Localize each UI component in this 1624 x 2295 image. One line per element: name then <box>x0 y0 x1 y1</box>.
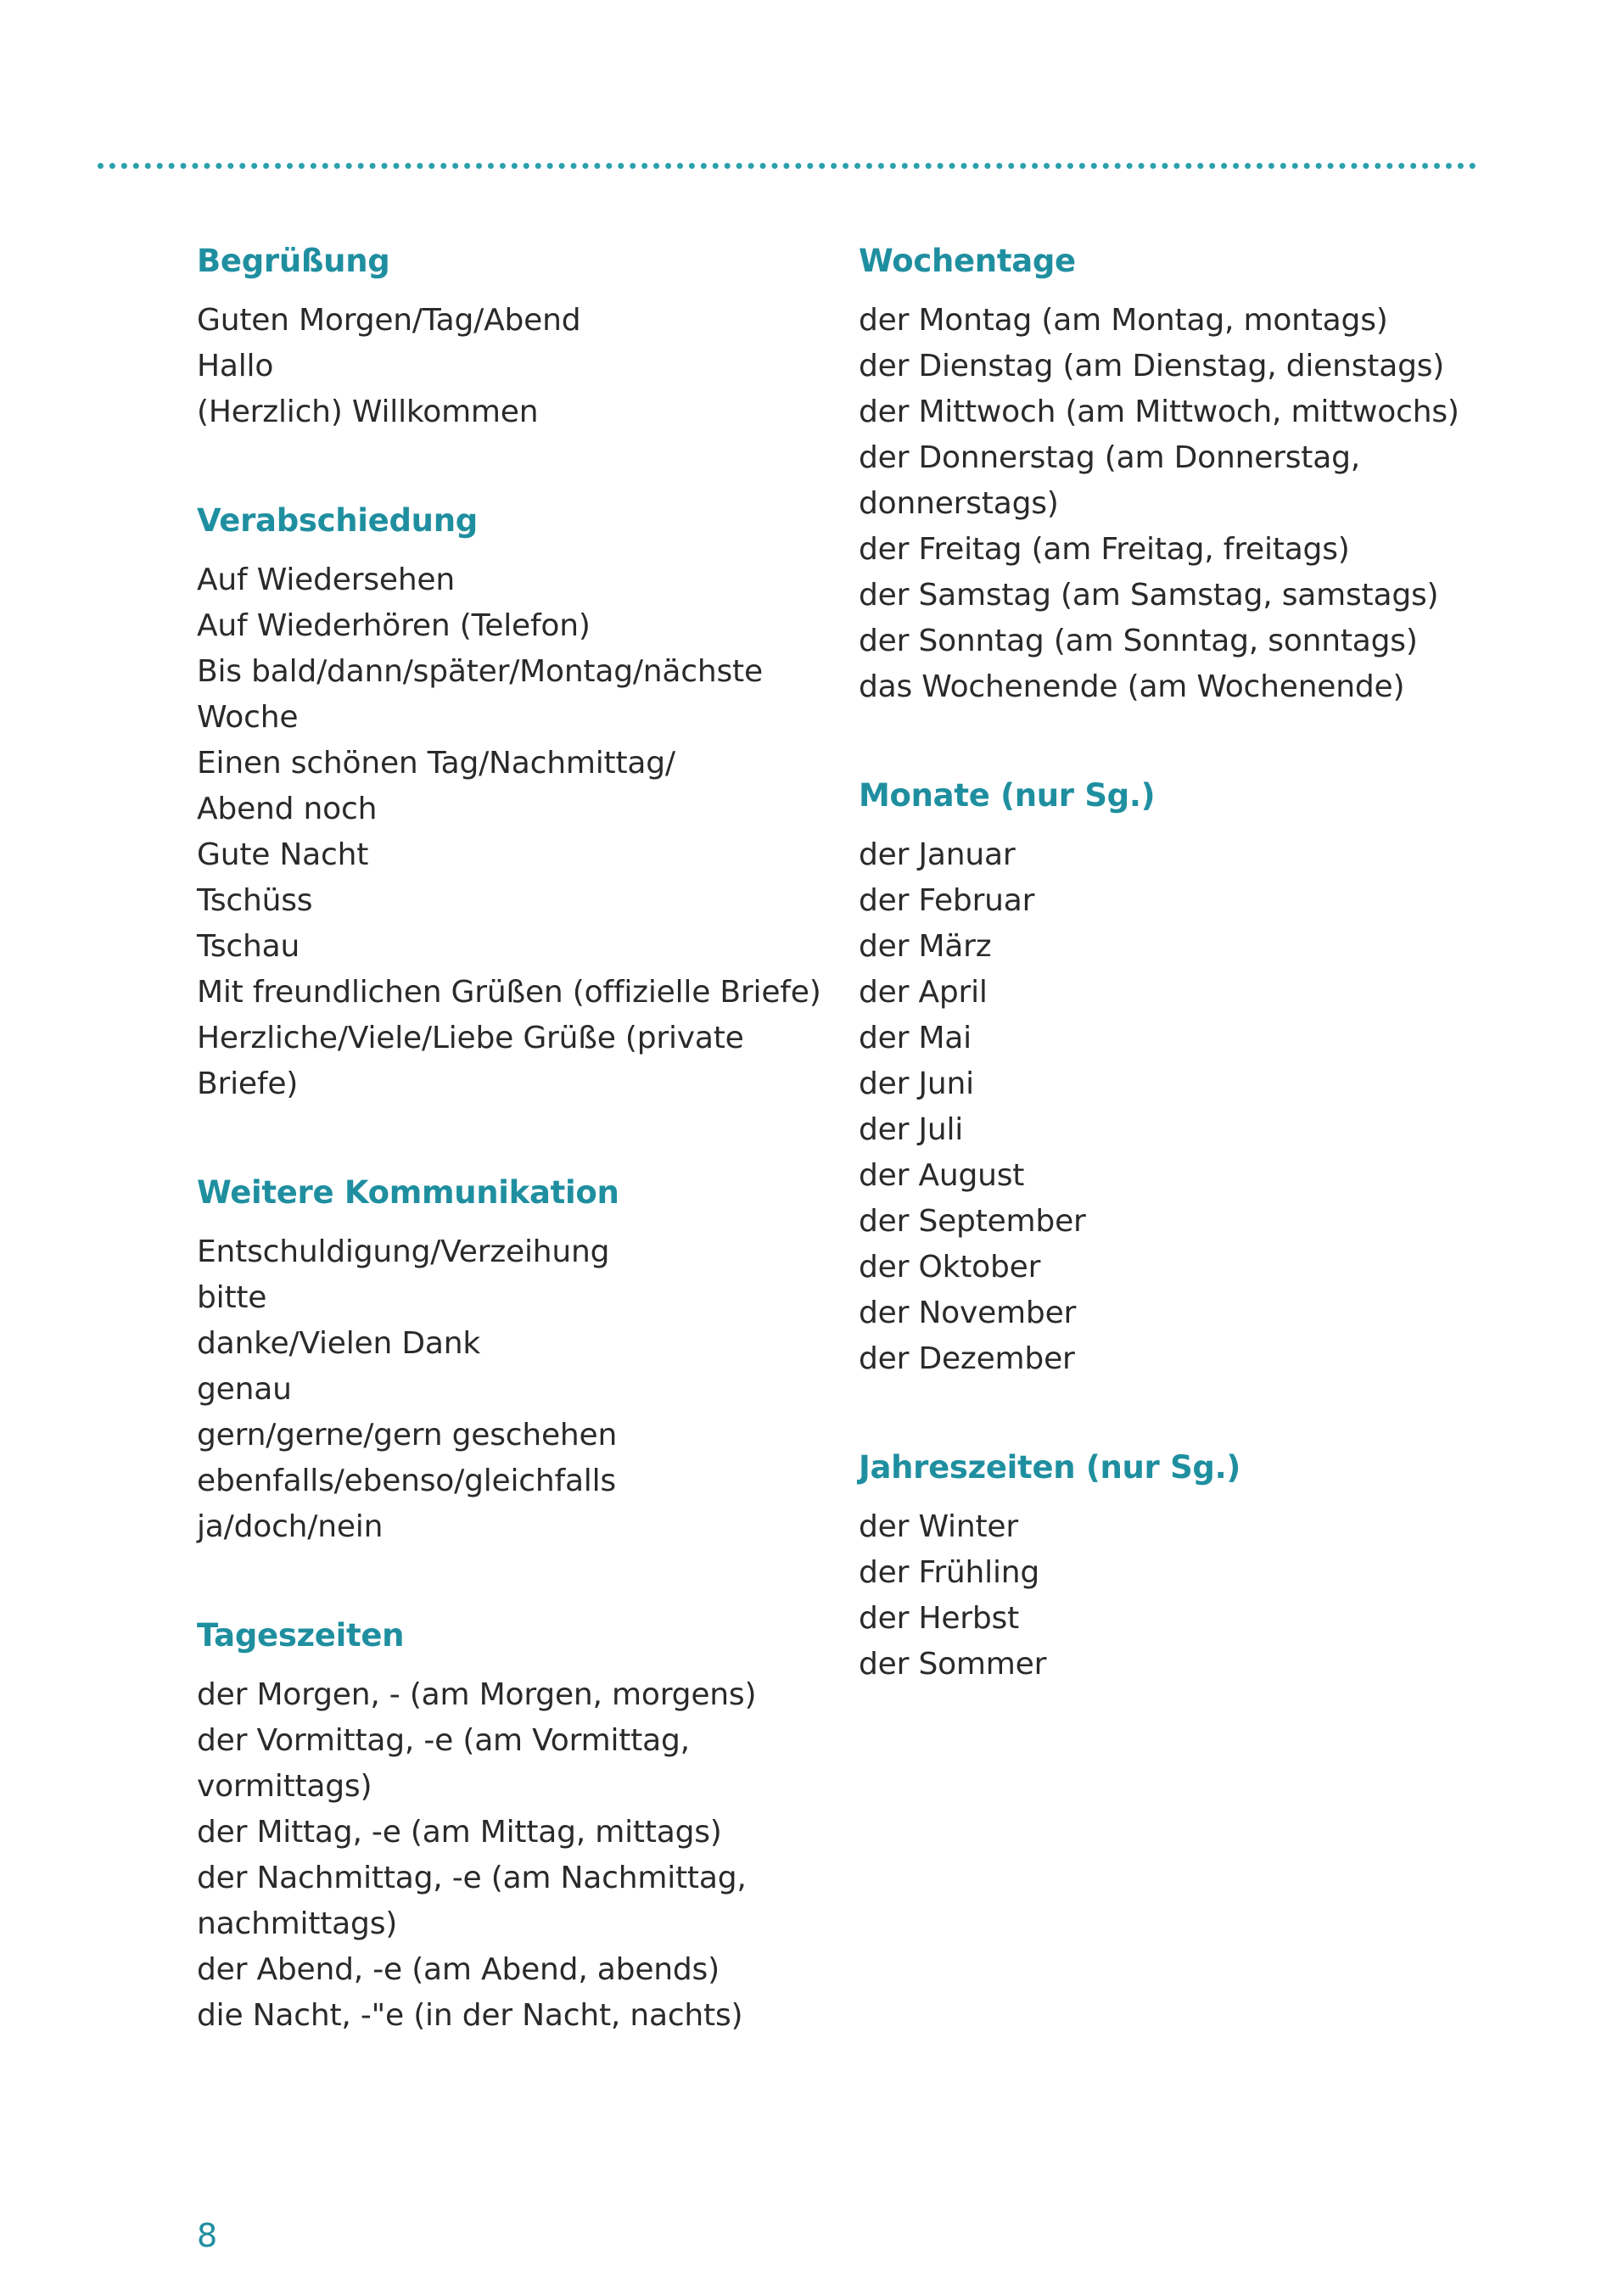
section-title: Begrüßung <box>197 243 390 279</box>
section-title: Weitere Kommunikation <box>197 1174 619 1211</box>
list-item: Einen schönen Tag/Nachmittag/ <box>197 746 675 781</box>
list-item: der Montag (am Montag, montags) <box>859 303 1388 338</box>
list-item: der Freitag (am Freitag, freitags) <box>859 532 1350 567</box>
list-item: Tschau <box>197 929 300 964</box>
list-item: donnerstags) <box>859 486 1059 521</box>
right-column <box>859 240 1554 1752</box>
list-item: Guten Morgen/Tag/Abend <box>197 303 581 338</box>
list-item: die Nacht, -"e (in der Nacht, nachts) <box>197 1998 743 2033</box>
list-item: der Nachmittag, -e (am Nachmittag, <box>197 1861 747 1895</box>
section-title: Tageszeiten <box>197 1617 405 1654</box>
list-item: vormittags) <box>197 1769 372 1804</box>
list-item: ebenfalls/ebenso/gleichfalls <box>197 1464 616 1498</box>
vocab-section <box>859 775 1554 1382</box>
list-item: (Herzlich) Willkommen <box>197 395 539 429</box>
page-number: 8 <box>197 2217 218 2254</box>
list-item: gern/gerne/gern geschehen <box>197 1418 618 1453</box>
list-item: Mit freundlichen Grüßen (offizielle Briefe) <box>197 975 821 1010</box>
list-item: der Frühling <box>859 1555 1040 1590</box>
list-item: der November <box>859 1296 1077 1330</box>
list-item: Woche <box>197 700 299 735</box>
entry-list <box>859 1504 1554 1688</box>
dotted-divider <box>98 163 1476 169</box>
list-item: Hallo <box>197 349 274 383</box>
list-item: genau <box>197 1372 292 1407</box>
list-item: der Abend, -e (am Abend, abends) <box>197 1952 720 1987</box>
list-item: der Vormittag, -e (am Vormittag, <box>197 1723 690 1758</box>
list-item: Abend noch <box>197 792 378 826</box>
vocab-section <box>197 1615 893 2039</box>
section-title: Jahreszeiten (nur Sg.) <box>859 1449 1240 1486</box>
list-item: Auf Wiederhören (Telefon) <box>197 608 591 643</box>
list-item: das Wochenende (am Wochenende) <box>859 669 1405 704</box>
list-item: Gute Nacht <box>197 837 369 872</box>
list-item: der Morgen, - (am Morgen, morgens) <box>197 1677 757 1712</box>
entry-list <box>859 298 1554 710</box>
vocab-section <box>859 240 1554 710</box>
list-item: ja/doch/nein <box>197 1509 384 1544</box>
vocab-section <box>197 1172 893 1550</box>
entry-list <box>197 1229 893 1550</box>
list-item: der September <box>859 1204 1086 1239</box>
list-item: der Juni <box>859 1066 974 1101</box>
section-title: Wochentage <box>859 243 1076 279</box>
vocab-section <box>859 1447 1554 1688</box>
entry-list <box>197 1672 893 2039</box>
list-item: der Winter <box>859 1509 1018 1544</box>
list-item: der Samstag (am Samstag, samstags) <box>859 578 1439 613</box>
list-item: der März <box>859 929 992 964</box>
list-item: der Mittag, -e (am Mittag, mittags) <box>197 1815 722 1850</box>
vocab-section <box>197 240 893 435</box>
list-item: nachmittags) <box>197 1906 398 1941</box>
entry-list <box>197 298 893 435</box>
list-item: der Mittwoch (am Mittwoch, mittwochs) <box>859 395 1459 429</box>
list-item: Tschüss <box>197 883 313 918</box>
entry-list <box>197 557 893 1107</box>
section-title: Verabschiedung <box>197 502 478 539</box>
list-item: der Dezember <box>859 1341 1075 1376</box>
list-item: Auf Wiedersehen <box>197 563 456 597</box>
list-item: der Sommer <box>859 1647 1047 1682</box>
list-item: der Herbst <box>859 1601 1019 1636</box>
list-item: Briefe) <box>197 1066 299 1101</box>
list-item: der Oktober <box>859 1250 1041 1285</box>
list-item: bitte <box>197 1280 267 1315</box>
left-column <box>197 240 893 2103</box>
entry-list <box>859 832 1554 1382</box>
list-item: der Sonntag (am Sonntag, sonntags) <box>859 624 1418 658</box>
list-item: der Dienstag (am Dienstag, dienstags) <box>859 349 1445 383</box>
list-item: Bis bald/dann/später/Montag/nächste <box>197 654 763 689</box>
list-item: der Donnerstag (am Donnerstag, <box>859 440 1360 475</box>
list-item: der Juli <box>859 1112 964 1147</box>
list-item: der August <box>859 1158 1025 1193</box>
list-item: der Mai <box>859 1021 972 1055</box>
list-item: danke/Vielen Dank <box>197 1326 481 1361</box>
list-item: der Januar <box>859 837 1016 872</box>
section-title: Monate (nur Sg.) <box>859 777 1156 814</box>
list-item: Herzliche/Viele/Liebe Grüße (private <box>197 1021 744 1055</box>
list-item: Entschuldigung/Verzeihung <box>197 1234 610 1269</box>
vocab-section <box>197 500 893 1107</box>
list-item: der April <box>859 975 988 1010</box>
list-item: der Februar <box>859 883 1035 918</box>
